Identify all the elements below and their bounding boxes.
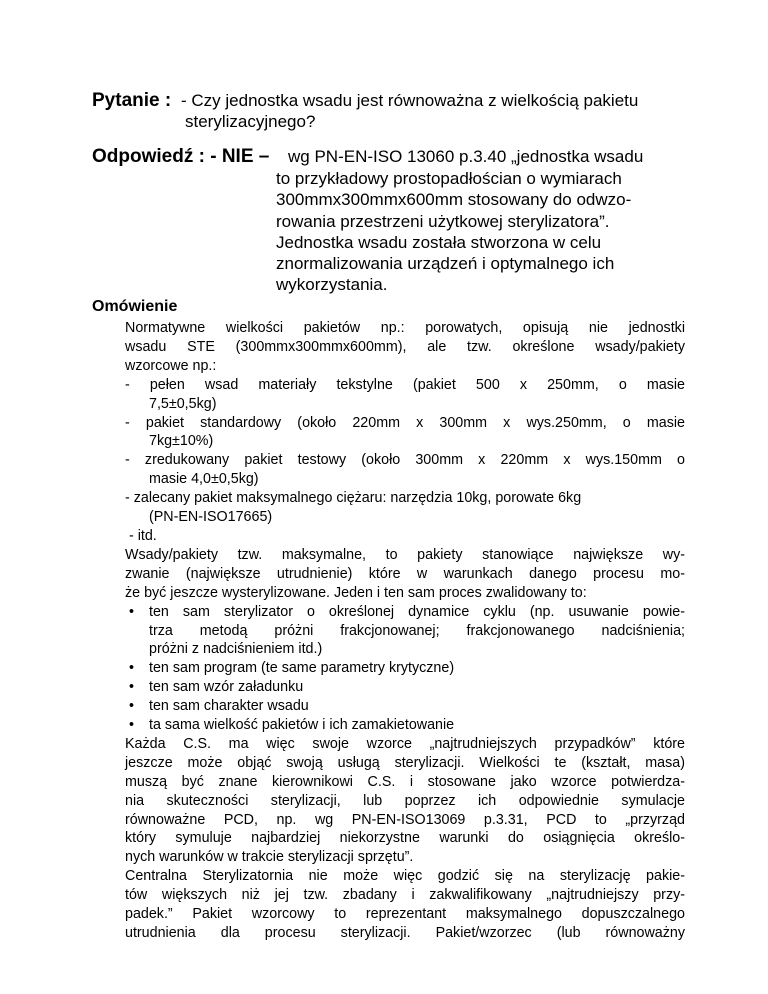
list-item: - zredukowany pakiet testowy (około 300mm x 220mm x wys.150mm o <box>125 452 685 469</box>
answer-label: Odpowiedź : - NIE – <box>92 146 270 167</box>
body-line: zwanie (największe utrudnienie) które w warunkach danego procesu mo- <box>125 565 685 582</box>
list-item-cont: 7,5±0,5kg) <box>149 395 217 412</box>
bullet-icon: • <box>129 679 135 696</box>
body-line: nych warunków w trakcie sterylizacji sprzętu”. <box>125 849 414 866</box>
answer-line: Jednostka wsadu została stworzona w celu <box>276 232 602 252</box>
answer-line: 300mmx300mmx600mm stosowany do odwzo- <box>276 190 632 210</box>
question-text <box>181 90 681 132</box>
list-item: - pakiet standardowy (około 220mm x 300mm x wys.250mm, o masie <box>125 414 685 431</box>
list-item: - zalecany pakiet maksymalnego ciężaru: narzędzia 10kg, porowate 6kg <box>125 490 582 507</box>
answer-first-line: wg PN-EN-ISO 13060 p.3.40 „jednostka wsadu <box>288 147 644 166</box>
body-line: Wsady/pakiety tzw. maksymalne, to pakiety stanowiące największe wy- <box>125 546 685 563</box>
body-line: który symuluje najbardziej niekorzystne warunki do osiągnięcia określo- <box>125 830 685 847</box>
bullet-item: • ten sam wzór załadunku <box>129 679 304 696</box>
body-line: że być jeszcze wysterylizowane. Jeden i ten sam proces zwalidowany to: <box>125 584 587 601</box>
answer-line: wykorzystania. <box>276 275 388 295</box>
list-item-cont: 7kg±10%) <box>149 433 214 450</box>
list-item-cont: masie 4,0±0,5kg) <box>149 471 259 488</box>
answer-text <box>276 168 696 296</box>
discussion-body <box>125 319 685 943</box>
body-line: padek.” Pakiet wzorcowy to reprezentant maksymalnego dopuszczalnego <box>125 906 685 923</box>
body-line: utrudnienia dla procesu sterylizacji. Pakiet/wzorzec (lub równoważny <box>125 925 685 941</box>
list-item: - pełen wsad materiały tekstylne (pakiet 500 x 250mm, o masie <box>125 376 685 393</box>
bullet-item-cont: próżni z nadciśnieniem itd.) <box>149 641 323 658</box>
body-line: Normatywne wielkości pakietów np.: porowatych, opisują nie jednostki <box>125 320 685 336</box>
answer-line: to przykładowy prostopadłościan o wymiarach <box>276 169 622 188</box>
answer-line: znormalizowania urządzeń i optymalnego ich <box>276 254 615 274</box>
body-line: wzorcowe np.: <box>125 357 217 374</box>
discussion-heading: Omówienie <box>92 298 178 315</box>
bullet-item-cont: trza metodą próżni frakcjonowanej; frakcjonowanego nadciśnienia; <box>149 622 685 639</box>
question-line-1: - Czy jednostka wsadu jest równoważna z wielkością pakietu <box>181 91 639 110</box>
body-line: tów większych niż jej tzw. zbadany i zakwalifikowany „najtrudniejszy przy- <box>125 887 685 904</box>
body-line: równoważne PCD, np. wg PN-EN-ISO13069 p.3.31, PCD to „przyrząd <box>125 811 685 828</box>
bullet-icon: • <box>129 717 135 734</box>
question-label: Pytanie : <box>92 90 172 111</box>
bullet-item: • ten sam charakter wsadu <box>129 698 309 715</box>
question-line-2: sterylizacyjnego? <box>185 112 316 131</box>
list-item: - itd. <box>125 527 157 544</box>
body-line: nia skuteczności sterylizacji, lub poprzez ich odpowiednie symulacje <box>125 792 685 809</box>
body-line: Każda C.S. ma więc swoje wzorce „najtrudniejszych przypadków” które <box>125 735 685 752</box>
bullet-item: • ten sam program (te same parametry krytyczne) <box>129 660 455 677</box>
list-item-cont: (PN-EN-ISO17665) <box>149 509 273 526</box>
bullet-icon: • <box>129 603 135 620</box>
body-line: muszą być znane kierownikowi C.S. i stosowane jako wzorce potwierdza- <box>125 773 685 790</box>
bullet-item: • ten sam sterylizator o określonej dynamice cyklu (np. usuwanie powie- <box>129 603 685 620</box>
bullet-icon: • <box>129 698 135 715</box>
body-line: wsadu STE (300mmx300mmx600mm), ale tzw. określone wsady/pakiety <box>125 338 685 355</box>
body-line: Centralna Sterylizatornia nie może więc godzić się na sterylizację pakie- <box>125 868 685 885</box>
answer-line: rowania przestrzeni użytkowej sterylizatora”. <box>276 211 610 231</box>
bullet-icon: • <box>129 660 135 677</box>
bullet-item: • ta sama wielkość pakietów i ich zamakietowanie <box>129 717 455 734</box>
body-line: jeszcze może objąć swoją usługą sterylizacji. Wielkości te (kształt, masa) <box>125 754 685 771</box>
